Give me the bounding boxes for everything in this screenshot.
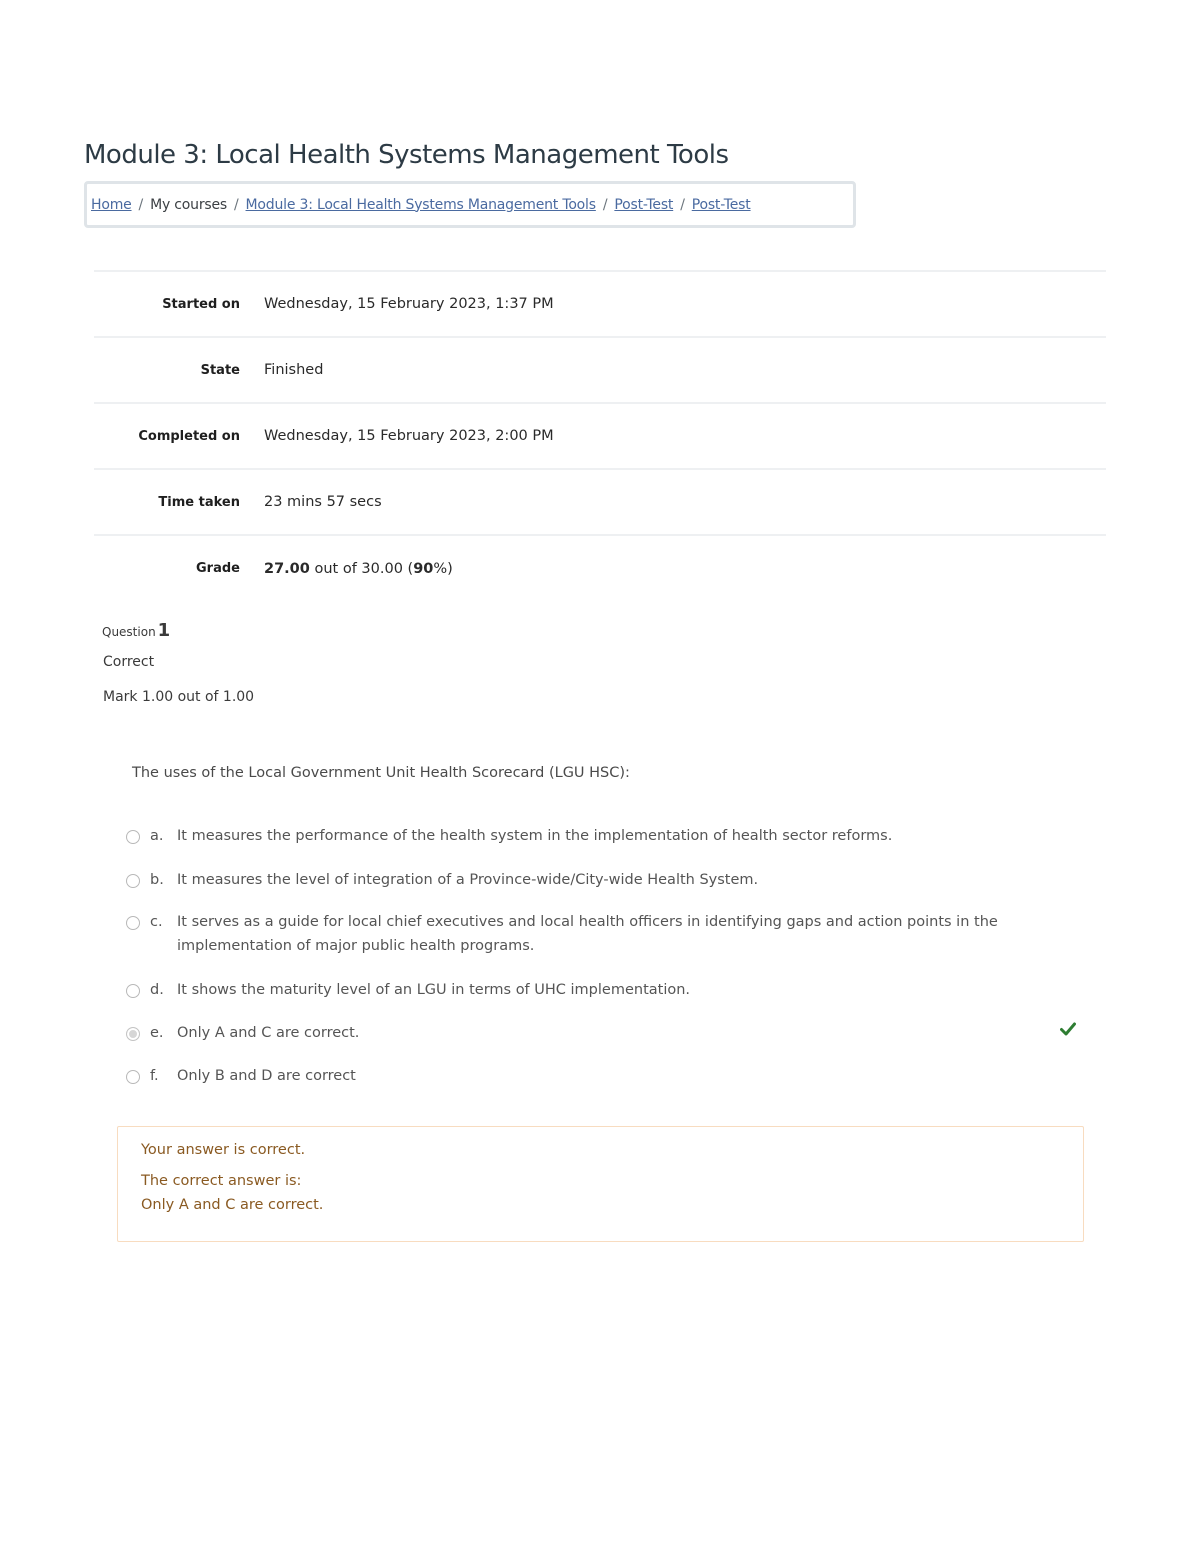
grade-label: Grade — [196, 561, 240, 576]
summary-row-started — [94, 271, 1106, 337]
option-letter: d. — [150, 982, 164, 998]
option-text: Only A and C are correct. — [177, 1025, 360, 1041]
breadcrumb-separator: / — [602, 196, 608, 213]
option-letter: a. — [150, 828, 164, 844]
summary-row-state — [94, 337, 1106, 403]
correct-answer-label: The correct answer is: — [141, 1173, 302, 1189]
state-value: Finished — [264, 362, 324, 378]
started-on-value: Wednesday, 15 February 2023, 1:37 PM — [264, 296, 554, 312]
option-text: It measures the performance of the health system in the implementation of health sector reforms. — [177, 828, 893, 844]
option-text: It shows the maturity level of an LGU in terms of UHC implementation. — [177, 982, 691, 998]
answer-option-a[interactable] — [126, 824, 1086, 848]
page-title: Module 3: Local Health Systems Management Tools — [84, 140, 729, 170]
grade-value — [252, 535, 1106, 601]
question-mark: Mark 1.00 out of 1.00 — [103, 689, 255, 705]
answer-option-f[interactable] — [126, 1064, 1086, 1088]
grade-percent-sign: %) — [433, 560, 453, 577]
time-taken-label: Time taken — [158, 494, 240, 510]
breadcrumb-my-courses: My courses — [150, 196, 227, 213]
grade-out-of: out of 30.00 ( — [309, 560, 414, 577]
feedback-box — [117, 1126, 1084, 1242]
radio-button[interactable] — [126, 830, 140, 844]
question-info — [102, 620, 255, 705]
summary-row-grade — [94, 535, 1106, 601]
question-text: The uses of the Local Government Unit Health Scorecard (LGU HSC): — [132, 765, 630, 781]
question-state: Correct — [103, 654, 155, 670]
option-letter: e. — [150, 1025, 164, 1041]
radio-button[interactable] — [126, 916, 140, 930]
started-on-label: Started on — [162, 296, 240, 312]
answer-option-d[interactable] — [126, 978, 1086, 1002]
answer-option-c[interactable] — [126, 910, 1086, 958]
radio-button[interactable] — [126, 1070, 140, 1084]
breadcrumb-separator: / — [234, 196, 239, 213]
grade-percent: 90 — [413, 560, 434, 577]
check-icon — [1060, 1021, 1076, 1040]
option-letter: f. — [150, 1068, 159, 1084]
question-label: Question — [102, 625, 156, 639]
option-text: Only B and D are correct — [177, 1068, 356, 1084]
breadcrumb-separator: / — [138, 196, 144, 213]
breadcrumb-home-link[interactable]: Home — [91, 196, 132, 213]
option-text: It serves as a guide for local chief executives and local health officers in identifying gaps and action points in the implementation of major public health programs. — [177, 914, 998, 954]
radio-button-selected[interactable] — [126, 1027, 140, 1041]
state-label: State — [200, 362, 240, 378]
feedback-result: Your answer is correct. — [141, 1142, 306, 1158]
breadcrumb — [84, 181, 856, 228]
time-taken-value: 23 mins 57 secs — [264, 494, 382, 510]
attempt-summary-table — [94, 270, 1106, 601]
correct-answer-text: Only A and C are correct. — [141, 1197, 324, 1213]
answer-option-e[interactable] — [126, 1021, 1086, 1045]
question-number-value: 1 — [157, 620, 171, 641]
breadcrumb-separator: / — [680, 196, 685, 213]
summary-row-completed — [94, 403, 1106, 469]
breadcrumb-posttest-link[interactable]: Post-Test — [614, 196, 674, 213]
grade-score: 27.00 — [264, 560, 310, 577]
radio-button[interactable] — [126, 984, 140, 998]
option-letter: b. — [150, 872, 164, 888]
breadcrumb-module-link[interactable]: Module 3: Local Health Systems Management Tools — [245, 196, 596, 213]
option-letter: c. — [150, 914, 163, 930]
breadcrumb-posttest-attempt-link[interactable]: Post-Test — [691, 196, 751, 213]
option-text: It measures the level of integration of a Province-wide/City-wide Health System. — [177, 872, 759, 888]
completed-on-label: Completed on — [138, 428, 240, 444]
summary-row-time-taken — [94, 469, 1106, 535]
question-number — [102, 620, 170, 641]
completed-on-value: Wednesday, 15 February 2023, 2:00 PM — [264, 428, 554, 444]
radio-button[interactable] — [126, 874, 140, 888]
answer-option-b[interactable] — [126, 868, 1086, 892]
